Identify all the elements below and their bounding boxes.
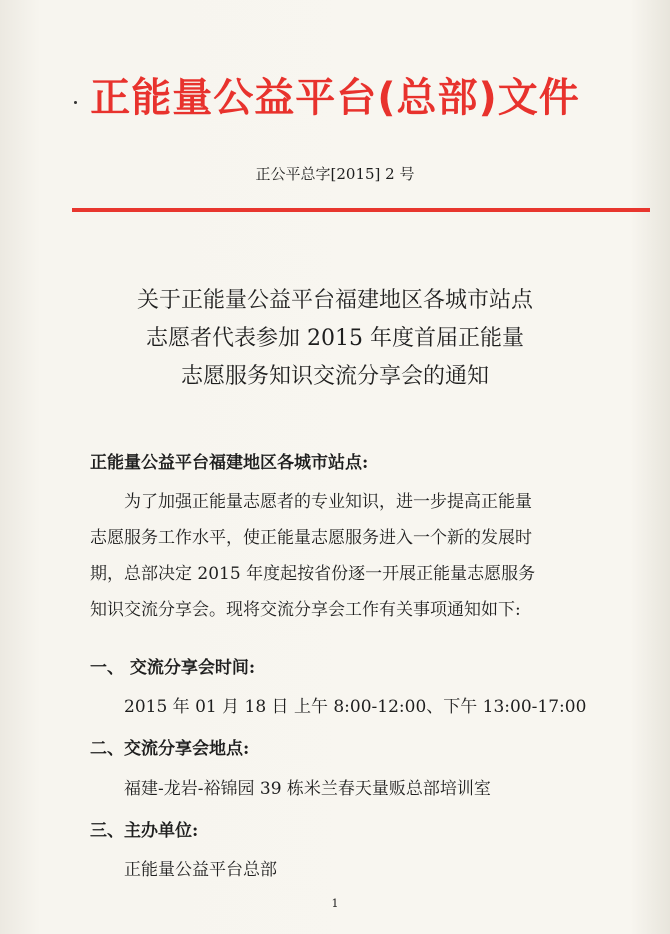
notice-title-line: 志愿服务知识交流分享会的通知 <box>180 364 489 389</box>
notice-title-line: 关于正能量公益平台福建地区各城市站点 <box>136 288 533 313</box>
page-number: 1 <box>331 897 339 910</box>
notice-title-line: 志愿者代表参加 2015 年度首届正能量 <box>146 326 524 351</box>
paragraph-line: 期，总部决定 2015 年度起按省份逐一开展正能量志愿服务 <box>90 564 536 584</box>
paragraph-line: 知识交流分享会。现将交流分享会工作有关事项通知如下: <box>90 600 521 620</box>
addressee: 正能量公益平台福建地区各城市站点: <box>90 453 369 473</box>
section-heading-location: 二、交流分享会地点: <box>90 739 250 759</box>
document-header-title: 正能量公益平台(总部)文件 <box>90 75 580 121</box>
section-detail-time: 2015 年 01 月 18 日 上午 8:00-12:00、下午 13:00-17:00 <box>124 697 587 717</box>
section-detail-organizer: 正能量公益平台总部 <box>124 860 277 880</box>
paragraph-line: 为了加强正能量志愿者的专业知识，进一步提高正能量 <box>124 492 532 512</box>
red-divider-line <box>72 208 650 212</box>
section-heading-organizer: 三、主办单位: <box>90 821 199 841</box>
section-heading-time: 一、 交流分享会时间: <box>90 658 256 678</box>
body-paragraph <box>90 484 630 628</box>
section-detail-location: 福建-龙岩-裕锦园 39 栋米兰春天量贩总部培训室 <box>124 779 491 799</box>
notice-title <box>0 282 670 396</box>
paragraph-line: 志愿服务工作水平，使正能量志愿服务进入一个新的发展时 <box>90 528 532 548</box>
document-number: 正公平总字[2015] 2 号 <box>255 165 415 183</box>
